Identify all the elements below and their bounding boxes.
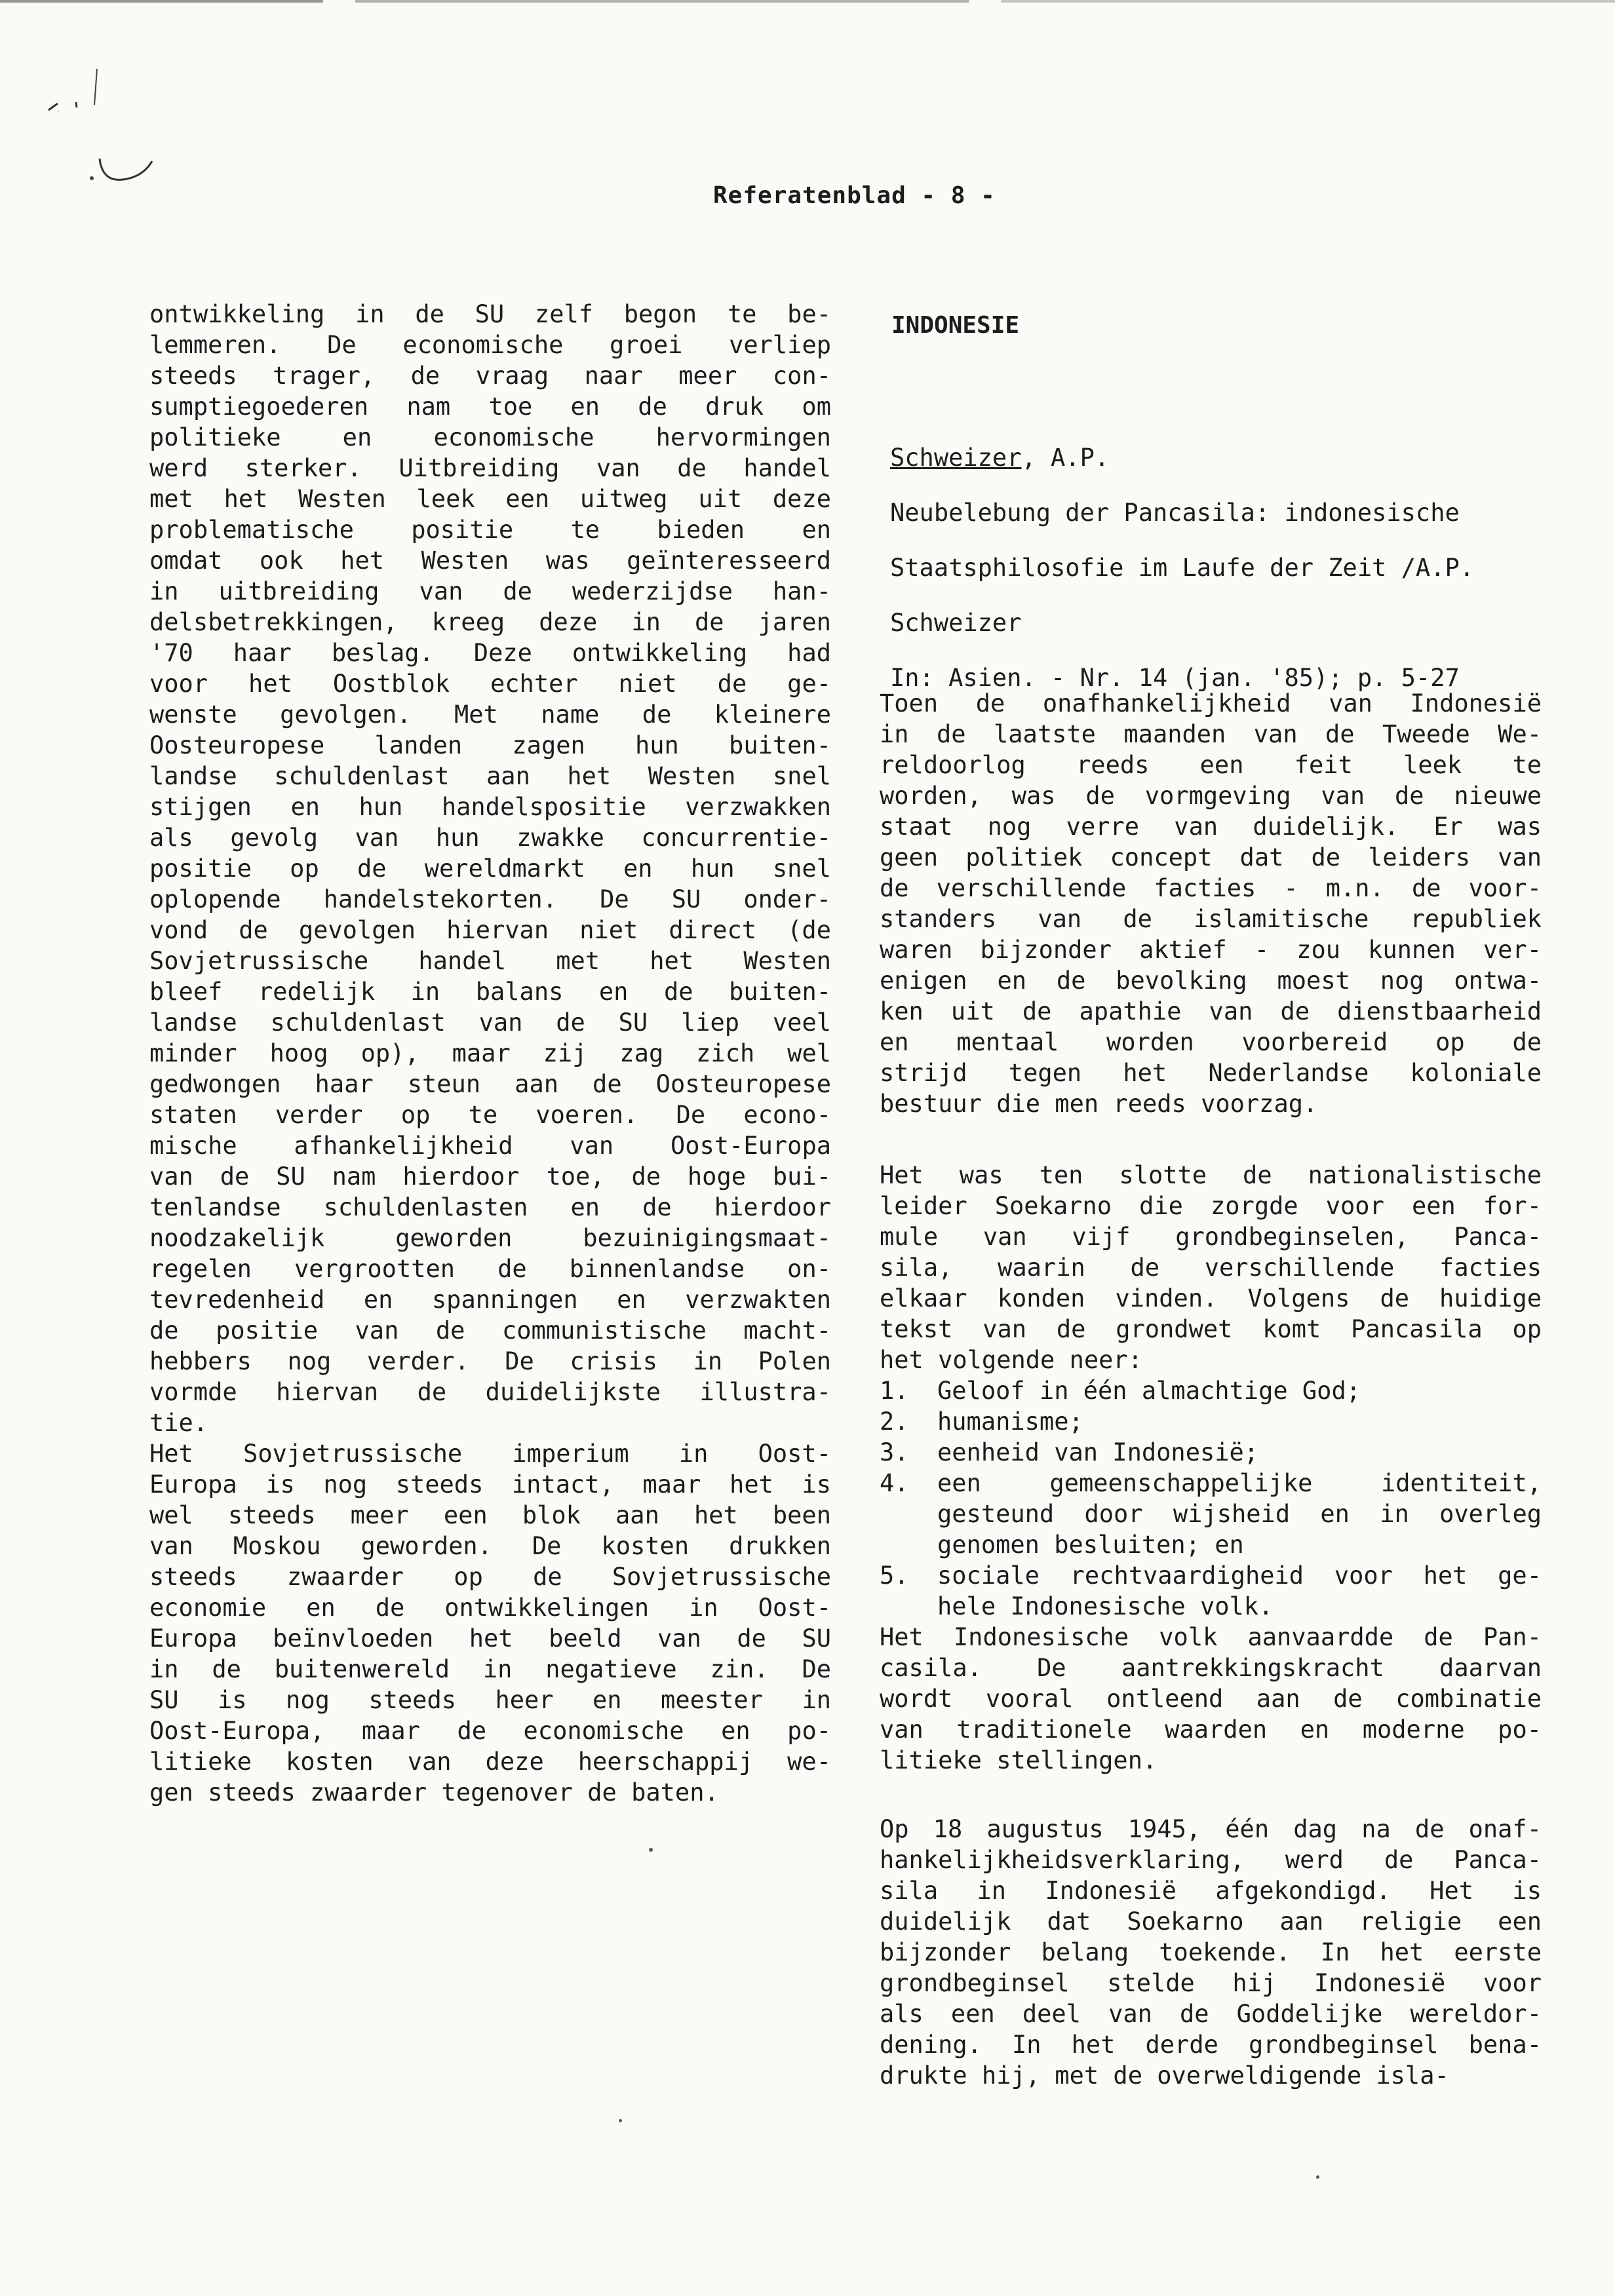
text-line: sumptiegoederen nam toe en de druk om: [149, 392, 831, 421]
text-line: standers van de islamitische republiek: [880, 905, 1542, 933]
text-line: worden, was de vormgeving van de nieuwe: [880, 782, 1542, 810]
reference-initials: , A.P.: [1021, 444, 1110, 472]
text-line: geen politiek concept dat de leiders van: [880, 843, 1542, 871]
text-line: Sovjetrussische handel met het Westen: [149, 947, 831, 975]
text-line: de verschillende facties - m.n. de voor-: [880, 874, 1542, 902]
list-item-text: [937, 1375, 1542, 1406]
text-line: tie.: [149, 1409, 208, 1437]
text-line: minder hoog op), maar zij zag zich wel: [149, 1039, 831, 1067]
section-title: INDONESIE: [891, 312, 1020, 339]
text-line: Neubelebung der Pancasila: indonesische: [890, 499, 1460, 527]
text-line: staten verder op te voeren. De econo-: [149, 1101, 831, 1129]
text-line: '70 haar beslag. Deze ontwikkeling had: [149, 639, 831, 667]
text-line: Staatsphilosofie im Laufe der Zeit /A.P.: [890, 554, 1475, 582]
text-line: van Moskou geworden. De kosten drukken: [149, 1532, 831, 1560]
text-line: regelen vergrootten de binnenlandse on-: [149, 1255, 831, 1283]
text-line: Schweizer: [890, 609, 1022, 637]
text-line: in de laatste maanden van de Tweede We-: [880, 720, 1542, 748]
text-line: Het Indonesische volk aanvaardde de Pan-: [880, 1623, 1542, 1651]
right-paragraph-1: [880, 688, 1542, 1119]
text-line: eenheid van Indonesië;: [937, 1438, 1259, 1466]
text-line: sila, waarin de verschillende facties: [880, 1253, 1542, 1282]
text-line: en mentaal worden voorbereid op de: [880, 1028, 1542, 1056]
text-line: noodzakelijk geworden bezuinigingsmaat-: [149, 1224, 831, 1252]
text-line: sociale rechtvaardigheid voor het ge-: [937, 1561, 1542, 1590]
text-line: dening. In het derde grondbeginsel bena-: [880, 2031, 1542, 2059]
text-line: Toen de onafhankelijkheid van Indonesië: [880, 689, 1542, 718]
text-line: van traditionele waarden en moderne po-: [880, 1715, 1542, 1744]
list-item-number: 4.: [880, 1469, 909, 1497]
list-item-text: [937, 1560, 1542, 1622]
text-line: grondbeginsel stelde hij Indonesië voor: [880, 1969, 1542, 1997]
list-item-number: 2.: [880, 1407, 909, 1436]
text-line: wordt vooral ontleend aan de combinatie: [880, 1685, 1542, 1713]
text-line: vond de gevolgen hiervan niet direct (de: [149, 916, 831, 944]
text-line: Het Sovjetrussische imperium in Oost-: [149, 1440, 831, 1468]
text-line: genomen besluiten; en: [937, 1531, 1244, 1559]
reference-source: In: Asien. - Nr. 14 (jan. '85); p. 5-27: [890, 664, 1460, 692]
page-header: Referatenblad - 8 -: [713, 182, 996, 209]
text-line: delsbetrekkingen, kreeg deze in de jaren: [149, 608, 831, 636]
text-line: voor het Oostblok echter niet de ge-: [149, 670, 831, 698]
text-line: lemmeren. De economische groei verliep: [149, 331, 831, 359]
text-line: gedwongen haar steun aan de Oosteuropese: [149, 1070, 831, 1098]
text-line: vormde hiervan de duidelijkste illustra-: [149, 1378, 831, 1406]
text-line: duidelijk dat Soekarno aan religie een: [880, 1907, 1542, 1936]
text-line: hele Indonesische volk.: [937, 1592, 1274, 1620]
text-line: gen steeds zwaarder tegenover de baten.: [149, 1778, 719, 1807]
text-line: humanisme;: [937, 1407, 1083, 1436]
text-line: ontwikkeling in de SU zelf begon te be-: [149, 300, 831, 328]
text-line: drukte hij, met de overweldigende isla-: [880, 2061, 1449, 2090]
text-line: Het was ten slotte de nationalistische: [880, 1161, 1542, 1189]
text-line: steeds trager, de vraag naar meer con-: [149, 362, 831, 390]
text-line: stijgen en hun handelspositie verzwakken: [149, 793, 831, 821]
text-line: tevredenheid en spanningen en verzwakten: [149, 1286, 831, 1314]
list-item-number: 1.: [880, 1377, 909, 1405]
text-line: sila in Indonesië afgekondigd. Het is: [880, 1877, 1542, 1905]
text-line: een gemeenschappelijke identiteit,: [937, 1469, 1542, 1497]
list-item-text: [937, 1437, 1542, 1468]
scan-edge-line: [0, 0, 1615, 3]
text-line: landse schuldenlast van de SU liep veel: [149, 1008, 831, 1037]
bibliographic-reference: [890, 442, 1546, 693]
scan-speck: [1316, 2175, 1319, 2179]
list-item: [880, 1560, 1542, 1622]
text-line: hebbers nog verder. De crisis in Polen: [149, 1347, 831, 1375]
text-line: waren bijzonder aktief - zou kunnen ver-: [880, 936, 1542, 964]
text-line: werd sterker. Uitbreiding van de handel: [149, 454, 831, 482]
text-line: van de SU nam hierdoor toe, de hoge bui-: [149, 1162, 831, 1191]
text-line: als een deel van de Goddelijke wereldor-: [880, 2000, 1542, 2028]
text-line: leider Soekarno die zorgde voor een for-: [880, 1192, 1542, 1220]
text-line: enigen en de bevolking moest nog ontwa-: [880, 966, 1542, 995]
text-line: tenlandse schuldenlasten en de hierdoor: [149, 1193, 831, 1221]
text-line: wel steeds meer een blok aan het been: [149, 1501, 831, 1529]
right-paragraph-2: [880, 1160, 1542, 1375]
text-line: tekst van de grondwet komt Pancasila op: [880, 1315, 1542, 1343]
list-item: [880, 1468, 1542, 1560]
text-line: Europa beïnvloeden het beeld van de SU: [149, 1624, 831, 1653]
text-line: economie en de ontwikkelingen in Oost-: [149, 1594, 831, 1622]
left-paragraph-1: [149, 299, 831, 1438]
text-line: oplopende handelstekorten. De SU onder-: [149, 885, 831, 913]
text-line: elkaar konden vinden. Volgens de huidige: [880, 1284, 1542, 1312]
list-item: [880, 1375, 1542, 1406]
scan-speck: [649, 1848, 653, 1852]
text-line: Op 18 augustus 1945, één dag na de onaf-: [880, 1815, 1542, 1843]
handwritten-mark: [39, 59, 111, 111]
text-line: landse schuldenlast aan het Westen snel: [149, 762, 831, 790]
text-line: met het Westen leek een uitweg uit deze: [149, 485, 831, 513]
text-line: bleef redelijk in balans en de buiten-: [149, 978, 831, 1006]
text-line: in de buitenwereld in negatieve zin. De: [149, 1655, 831, 1683]
right-paragraph-4: [880, 1814, 1542, 2091]
text-line: ken uit de apathie van de dienstbaarheid: [880, 997, 1542, 1025]
text-line: bestuur die men reeds voorzag.: [880, 1090, 1318, 1118]
text-line: positie op de wereldmarkt en hun snel: [149, 854, 831, 883]
text-line: reldoorlog reeds een feit leek te: [880, 751, 1542, 779]
text-line: in uitbreiding van de wederzijdse han-: [149, 577, 831, 605]
list-item-text: [937, 1468, 1542, 1560]
text-line: SU is nog steeds heer en meester in: [149, 1686, 831, 1714]
list-item-number: 5.: [880, 1561, 909, 1590]
reference-author-line: [890, 442, 1546, 473]
right-paragraph-3: [880, 1622, 1542, 1776]
left-column: [149, 299, 831, 1808]
text-line: hankelijkheidsverklaring, werd de Panca-: [880, 1846, 1542, 1874]
text-line: gesteund door wijsheid en in overleg: [937, 1500, 1542, 1528]
text-line: Oost-Europa, maar de economische en po-: [149, 1717, 831, 1745]
text-line: Oosteuropese landen zagen hun buiten-: [149, 731, 831, 759]
reference-author: Schweizer: [890, 444, 1022, 472]
list-item-text: [937, 1406, 1542, 1437]
text-line: steeds zwaarder op de Sovjetrussische: [149, 1563, 831, 1591]
right-paragraph-2-block: [880, 1160, 1542, 1776]
text-line: litieke kosten van deze heerschappij we-: [149, 1748, 831, 1776]
list-item: [880, 1406, 1542, 1437]
handwritten-curve: [87, 152, 159, 191]
text-line: de positie van de communistische macht-: [149, 1316, 831, 1345]
text-line: als gevolg van hun zwakke concurrentie-: [149, 824, 831, 852]
text-line: staat nog verre van duidelijk. Er was: [880, 813, 1542, 841]
list-item-number: 3.: [880, 1438, 909, 1466]
text-line: mische afhankelijkheid van Oost-Europa: [149, 1132, 831, 1160]
left-paragraph-2: [149, 1438, 831, 1808]
text-line: strijd tegen het Nederlandse koloniale: [880, 1059, 1542, 1087]
text-line: het volgende neer:: [880, 1346, 1142, 1374]
text-line: omdat ook het Westen was geïnteresseerd: [149, 546, 831, 575]
text-line: casila. De aantrekkingskracht daarvan: [880, 1654, 1542, 1682]
text-line: Geloof in één almachtige God;: [937, 1377, 1361, 1405]
scan-speck: [619, 2119, 622, 2122]
reference-title: [890, 497, 1546, 638]
pancasila-principles-list: [880, 1375, 1542, 1622]
text-line: mule van vijf grondbeginselen, Panca-: [880, 1223, 1542, 1251]
text-line: Europa is nog steeds intact, maar het is: [149, 1470, 831, 1499]
text-line: politieke en economische hervormingen: [149, 423, 831, 451]
list-item: [880, 1437, 1542, 1468]
text-line: wenste gevolgen. Met name de kleinere: [149, 700, 831, 729]
text-line: litieke stellingen.: [880, 1746, 1158, 1774]
text-line: problematische positie te bieden en: [149, 516, 831, 544]
text-line: bijzonder belang toekende. In het eerste: [880, 1938, 1542, 1966]
